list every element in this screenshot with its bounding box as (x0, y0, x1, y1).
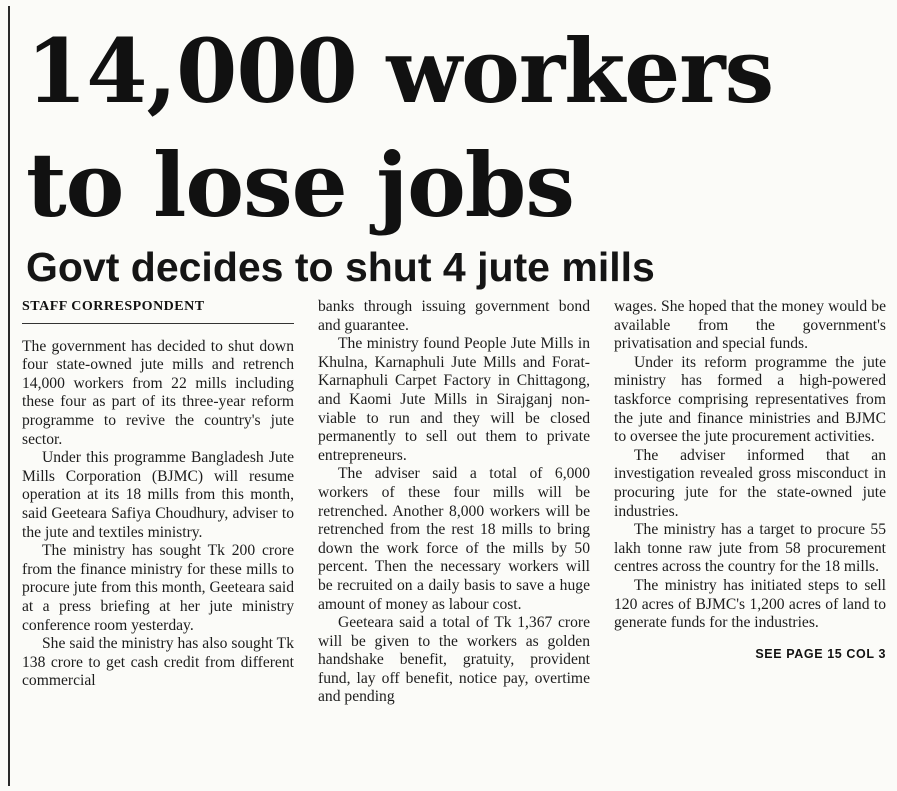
paragraph: Under its reform programme the jute ministry has formed a high-powered taskforce comprising representatives from the jute and finance ministries and BJMC to oversee the jute procurement activities. (614, 353, 886, 446)
article-column-3 (614, 298, 886, 663)
article-column-2 (318, 298, 590, 707)
paragraph: banks through issuing government bond and guarantee. (318, 298, 590, 334)
subheadline: Govt decides to shut 4 jute mills (26, 244, 655, 290)
paragraph: The government has decided to shut down four state-owned jute mills and retrench 14,000 workers from 22 mills including these four as part of its three-year reform programme to revive the country's jute sector. (22, 337, 294, 448)
paragraph: Under this programme Bangladesh Jute Mills Corporation (BJMC) will resume operation at its 18 mills from this month, said Geeteara Safiya Choudhury, adviser to the jute and textiles ministry. (22, 449, 294, 541)
paragraph: She said the ministry has also sought Tk 138 crore to get cash credit from different commercial (22, 635, 294, 690)
byline: STAFF CORRESPONDENT (22, 298, 294, 324)
paragraph: The adviser informed that an investigation revealed gross misconduct in procuring jute for the state-owned jute industries. (614, 446, 886, 520)
column-rule (8, 6, 10, 786)
paragraph: The ministry found People Jute Mills in Khulna, Karnaphuli Jute Mills and Forat-Karnaphuli Carpet Factory in Chittagong, and Kaomi Jute Mills in Sirajganj non-viable to run and they will be closed permanently to sell out them to private entrepreneurs. (318, 335, 590, 464)
headline: 14,000 workers to lose jobs (26, 19, 774, 237)
paragraph: The ministry has a target to procure 55 lakh tonne raw jute from 58 procurement centres across the country for the 18 mills. (614, 521, 886, 576)
paragraph: wages. She hoped that the money would be available from the government's privatisation and special funds. (614, 298, 886, 353)
paragraph: The adviser said a total of 6,000 workers of these four mills will be retrenched. Another 8,000 workers will be retrenched from the rest 18 mills to bring down the work force of the mills by 50 percent. Then the necessary workers will be recruited on a daily basis to save a huge amount of money as labour cost. (318, 465, 590, 613)
paragraph: Geeteara said a total of Tk 1,367 crore will be given to the workers as golden handshake benefit, gratuity, provident fund, lay off benefit, notice pay, overtime and pending (318, 614, 590, 706)
paragraph: The ministry has sought Tk 200 crore from the finance ministry for these mills to procure jute from this month, Geeteara said at a press briefing at her jute ministry conference room yesterday. (22, 542, 294, 634)
article-column-1 (22, 298, 294, 691)
paragraph: The ministry has initiated steps to sell 120 acres of BJMC's 1,200 acres of land to generate funds for the industries. (614, 576, 886, 632)
continuation-note: SEE PAGE 15 COL 3 (755, 646, 886, 661)
